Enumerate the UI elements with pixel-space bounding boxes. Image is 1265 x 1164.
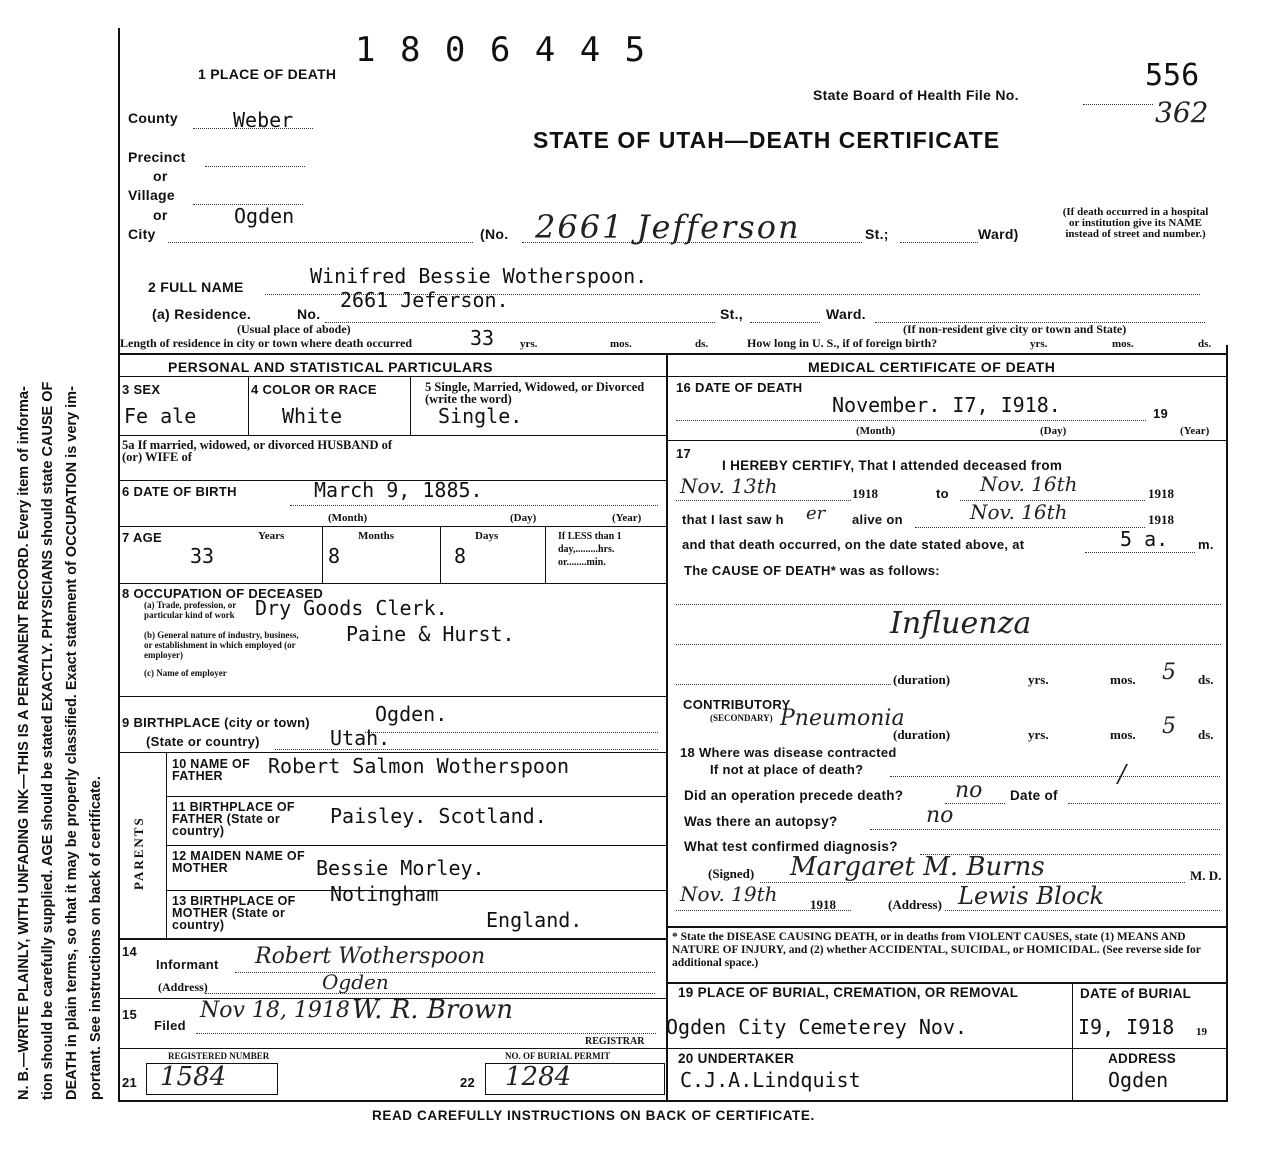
residence-ward-label: Ward.	[826, 306, 866, 322]
race-label: 4 COLOR OR RACE	[251, 382, 377, 397]
precinct-line	[205, 166, 305, 167]
physician-address-line	[945, 910, 1220, 911]
state-file-line	[1083, 104, 1153, 105]
dob-month-label: (Month)	[328, 512, 368, 524]
employer-value: Paine & Hurst.	[346, 622, 515, 646]
alive-on-line	[915, 527, 1145, 528]
state-file-top-number: 556	[1145, 58, 1200, 93]
city-value: Ogden	[234, 204, 295, 228]
mother-name-label: 12 MAIDEN NAME OF MOTHER	[172, 849, 305, 875]
death-occurred-label: and that death occurred, on the date stated above, at	[682, 537, 1025, 552]
occupation-label: 8 OCCUPATION OF DECEASED	[122, 586, 324, 601]
length-yrs-label: yrs.	[520, 338, 538, 350]
age-label: 7 AGE	[122, 530, 163, 545]
row-line-17	[666, 440, 1228, 441]
cause-line-3	[676, 684, 891, 685]
contributory-value: Pneumonia	[780, 706, 905, 731]
burial-divider	[1072, 982, 1073, 1100]
cause-mos-label: mos.	[1110, 672, 1136, 687]
disease-contracted-label-2: If not at place of death?	[710, 762, 864, 777]
or-label-1: or	[153, 168, 168, 184]
date-of-death-label: 16 DATE OF DEATH	[676, 380, 803, 395]
us-ds-label: ds.	[1198, 338, 1212, 350]
street-st-label: St.;	[865, 226, 889, 242]
operation-label: Did an operation precede death?	[684, 788, 904, 803]
age-divider-1	[322, 527, 323, 583]
alive-on-label: alive on	[852, 512, 903, 527]
dob-value: March 9, 1885.	[314, 478, 483, 502]
side-notice-line-1: N. B.—WRITE PLAINLY, WITH UNFADING INK—THIS IS A PERMANENT RECORD. Every item of informa-	[16, 386, 32, 1100]
md-label: M. D.	[1190, 868, 1222, 883]
note-top-line	[666, 926, 1228, 928]
certificate-title: STATE OF UTAH—DEATH CERTIFICATE	[533, 127, 1001, 153]
contrib-ds-label: ds.	[1198, 727, 1214, 742]
undertaker-label: 20 UNDERTAKER	[678, 1051, 795, 1066]
footer-instructions: READ CAREFULLY INSTRUCTIONS ON BACK OF CERTIFICATE.	[372, 1108, 815, 1123]
grid-heading-line	[118, 376, 1228, 377]
spouse-label: 5a If married, widowed, or divorced HUSBAND of (or) WIFE of	[122, 438, 393, 464]
disease-contracted-label: 18 Where was disease contracted	[680, 745, 897, 760]
side-notice-line-3: DEATH in plain terms, so that it may be properly classified. Exact statement of OCCUPATION is very im-	[64, 386, 80, 1100]
informant-address-line	[205, 993, 655, 994]
marital-value: Single.	[438, 404, 523, 428]
contrib-yrs-label: yrs.	[1028, 727, 1049, 742]
marital-label: 5 Single, Married, Widowed, or Divorced (write the word)	[425, 380, 645, 406]
row-line-14	[118, 938, 666, 940]
attend-year-b: 1918	[1148, 486, 1174, 501]
death-month-label: (Month)	[856, 425, 896, 437]
undertaker-address-label: ADDRESS	[1108, 1051, 1177, 1066]
dob-line	[290, 505, 658, 506]
residence-ward-line	[750, 322, 820, 323]
contrib-duration-label: (duration)	[893, 727, 951, 742]
residence-st-label: St.,	[720, 306, 743, 322]
age-months-value: 8	[328, 544, 341, 568]
signed-year: 1918	[810, 897, 836, 912]
certify-text: I HEREBY CERTIFY, That I attended deceased from	[722, 458, 1063, 473]
operation-line	[945, 803, 1005, 804]
death-time-line	[1085, 552, 1195, 553]
ward-label: Ward)	[978, 226, 1019, 242]
side-notice	[12, 0, 112, 1100]
row-line-8	[118, 583, 666, 584]
grid-top	[118, 353, 1228, 355]
parents-label: PARENTS	[131, 816, 146, 890]
street-no-label: (No.	[480, 226, 509, 242]
father-name-label: 10 NAME OF FATHER	[172, 757, 251, 783]
undertaker-value: C.J.A.Lindquist	[680, 1068, 861, 1092]
residence-value: 2661 Jeferson.	[340, 288, 509, 312]
row-line-11	[166, 796, 666, 797]
date-of-label: Date of	[1010, 788, 1058, 803]
years-label: Years	[258, 530, 285, 542]
last-saw-date: Nov. 16th	[970, 500, 1068, 524]
last-saw-year: 1918	[1148, 512, 1174, 527]
burial-place-value: Ogden City Cemeterey Nov.	[666, 1015, 968, 1039]
city-line	[168, 242, 473, 243]
birthplace-state-value: Utah.	[330, 726, 391, 750]
or-label-2: or	[153, 207, 168, 223]
county-value: Weber	[233, 108, 294, 132]
physician-signature: Margaret M. Burns	[790, 852, 1045, 882]
last-saw-label: that I last saw h	[682, 512, 784, 527]
county-label: County	[128, 110, 179, 126]
death-time-value: 5 a.	[1120, 527, 1169, 551]
death-year-label: (Year)	[1180, 425, 1210, 437]
row-line-10	[118, 752, 666, 753]
test-label: What test confirmed diagnosis?	[684, 839, 898, 854]
cause-value: Influenza	[890, 606, 1032, 641]
occupation-value: Dry Goods Clerk.	[255, 596, 448, 620]
less-than-day-label: If LESS than 1 day,.........hrs. or........min.	[558, 531, 622, 568]
attend-year-a: 1918	[852, 486, 878, 501]
us-yrs-label: yrs.	[1030, 338, 1048, 350]
burial-place-label: 19 PLACE OF BURIAL, CREMATION, OR REMOVAL	[678, 985, 1019, 1000]
informant-number: 14	[122, 944, 138, 959]
state-country-label: (State or country)	[146, 734, 260, 749]
certify-number: 17	[676, 446, 692, 461]
occupation-b-label: (b) General nature of industry, business, or establishment in which employed (or employer)	[144, 630, 299, 660]
contrib-duration-days: 5	[1162, 714, 1176, 739]
row-line-9	[118, 696, 666, 697]
race-value: White	[282, 404, 343, 428]
filed-label: Filed	[154, 1018, 186, 1033]
autopsy-line	[870, 829, 1220, 830]
cause-line-1	[676, 604, 1221, 605]
days-label: Days	[475, 530, 499, 542]
place-of-death-label: 1 PLACE OF DEATH	[198, 66, 337, 82]
signed-date-value: Nov. 19th	[680, 882, 778, 906]
burial-date-suffix: 19	[1196, 1026, 1207, 1038]
serial-number: 1 8 0 6 4 4 5	[355, 30, 648, 70]
signed-label: (Signed)	[708, 866, 755, 881]
cause-yrs-label: yrs.	[1028, 672, 1049, 687]
disease-contracted-mark: /	[1118, 760, 1127, 788]
filed-line	[196, 1033, 656, 1034]
cause-line-2	[676, 644, 1221, 645]
hospital-note: (If death occurred in a hospital or institution give its NAME instead of street and number.)	[1062, 206, 1209, 240]
us-mos-label: mos.	[1112, 338, 1134, 350]
state-file-label: State Board of Health File No.	[813, 87, 1019, 103]
full-name-label: 2 FULL NAME	[148, 279, 244, 295]
burial-date-value: I9, I918	[1078, 1015, 1175, 1039]
row-line-5a	[118, 435, 666, 436]
grid-middle	[666, 353, 668, 1100]
autopsy-value: no	[926, 803, 954, 828]
length-years: 33	[470, 326, 495, 350]
father-birthplace-value: Paisley. Scotland.	[330, 804, 547, 828]
residence-no-label: No.	[297, 306, 321, 322]
village-label: Village	[128, 187, 175, 203]
secondary-label: (SECONDARY)	[710, 713, 773, 723]
undertaker-top-line	[666, 1048, 1228, 1049]
registrar-signature: W. R. Brown	[352, 995, 514, 1025]
row-line-12	[166, 845, 666, 846]
mother-name-value: Bessie Morley.	[316, 856, 485, 880]
informant-label: Informant	[156, 957, 219, 972]
registered-number-label: REGISTERED NUMBER	[168, 1051, 270, 1061]
length-ds-label: ds.	[695, 338, 709, 350]
last-saw-her: er	[806, 503, 826, 524]
disease-contracted-line	[890, 776, 1220, 777]
length-mos-label: mos.	[610, 338, 632, 350]
cause-instructions-note: * State the DISEASE CAUSING DEATH, or in deaths from VIOLENT CAUSES, state (1) MEANS AND NATURE OF INJURY, and (2) whether ACCIDENTAL, SUICIDAL, or HOMICIDAL. (See reverse side for additional space.)	[672, 931, 1201, 969]
birthplace-city-value: Ogden.	[375, 702, 448, 726]
burial-permit-label: NO. OF BURIAL PERMIT	[505, 1051, 611, 1061]
date-of-death-19: 19	[1153, 406, 1169, 421]
personal-heading: PERSONAL AND STATISTICAL PARTICULARS	[168, 359, 493, 375]
attend-from-value: Nov. 13th	[680, 474, 778, 498]
side-notice-line-4: portant. See instructions on back of certificate.	[88, 776, 104, 1100]
date-of-death-line	[676, 420, 1146, 421]
ward-line	[900, 242, 978, 243]
burial-date-label: DATE of BURIAL	[1080, 986, 1192, 1001]
mother-birthplace-value-1: Notingham	[330, 882, 439, 906]
filed-date: Nov 18, 1918	[200, 998, 350, 1023]
cause-ds-label: ds.	[1198, 672, 1214, 687]
burial-top-line	[666, 982, 1228, 984]
mother-birthplace-value-2: England.	[486, 908, 583, 932]
cause-duration-days: 5	[1162, 660, 1176, 685]
state-file-number: 362	[1155, 96, 1209, 129]
birthplace-label: 9 BIRTHPLACE (city or town)	[122, 715, 310, 730]
physician-address-value: Lewis Block	[958, 882, 1105, 910]
residence-line	[325, 322, 715, 323]
sex-race-divider	[248, 377, 249, 435]
attend-to-value: Nov. 16th	[980, 472, 1078, 496]
death-day-label: (Day)	[1040, 425, 1067, 437]
precinct-label: Precinct	[128, 149, 186, 165]
cause-duration-label: (duration)	[893, 672, 951, 687]
age-days-value: 8	[454, 544, 467, 568]
registered-number-value: 1584	[160, 1062, 227, 1092]
physician-address-label: (Address)	[888, 897, 942, 912]
date-of-line	[1068, 803, 1220, 804]
m-label: m.	[1198, 537, 1214, 552]
side-notice-line-2: tion should be carefully supplied. AGE should be stated EXACTLY. PHYSICIANS should state CAUSE OF	[40, 381, 56, 1100]
informant-signature: Robert Wotherspoon	[255, 944, 486, 969]
burial-permit-prefix: 22	[460, 1075, 476, 1090]
usual-abode-note: (Usual place of abode)	[237, 322, 351, 336]
date-of-death-value: November. I7, I918.	[832, 393, 1061, 417]
race-marital-divider	[410, 377, 411, 435]
frame-bottom	[118, 1100, 1228, 1102]
filed-number: 15	[122, 1007, 138, 1022]
undertaker-address-value: Ogden	[1108, 1068, 1169, 1092]
city-label: City	[128, 226, 156, 242]
medical-heading: MEDICAL CERTIFICATE OF DEATH	[808, 359, 1056, 375]
contrib-mos-label: mos.	[1110, 727, 1136, 742]
dob-label: 6 DATE OF BIRTH	[122, 484, 237, 499]
row-line-7	[118, 526, 666, 527]
mother-birthplace-label: 13 BIRTHPLACE OF MOTHER (State or country)	[172, 894, 296, 932]
dob-year-label: (Year)	[612, 512, 642, 524]
how-long-us-label: How long in U. S., if of foreign birth?	[747, 336, 938, 350]
father-name-value: Robert Salmon Wotherspoon	[268, 754, 570, 778]
registered-number-prefix: 21	[122, 1075, 138, 1090]
non-resident-note: (If non-resident give city or town and State)	[903, 322, 1127, 336]
father-birthplace-label: 11 BIRTHPLACE OF FATHER (State or country)	[172, 800, 295, 838]
informant-address: Ogden	[322, 970, 389, 994]
months-label: Months	[358, 530, 395, 542]
operation-value: no	[955, 778, 983, 803]
informant-address-label: (Address)	[158, 980, 208, 994]
occupation-c-label: (c) Name of employer	[144, 668, 227, 678]
informant-line	[235, 972, 655, 973]
registrar-label: REGISTRAR	[585, 1036, 645, 1047]
length-of-residence-label: Length of residence in city or town where death occurred	[120, 336, 413, 350]
age-divider-2	[440, 527, 441, 583]
attend-from-line	[676, 500, 851, 501]
contributory-label: CONTRIBUTORY	[683, 697, 791, 712]
sex-label: 3 SEX	[122, 382, 161, 397]
cause-label: The CAUSE OF DEATH* was as follows:	[684, 563, 940, 578]
autopsy-label: Was there an autopsy?	[684, 814, 838, 829]
burial-permit-value: 1284	[505, 1062, 572, 1092]
street-value: 2661 Jefferson	[535, 208, 801, 246]
frame-right	[1226, 345, 1228, 1102]
age-divider-3	[545, 527, 546, 583]
birthplace-line	[365, 732, 658, 733]
sex-value: Fe ale	[124, 404, 197, 428]
attend-to-label: to	[936, 486, 949, 501]
full-name-value: Winifred Bessie Wotherspoon.	[310, 264, 648, 288]
age-years-value: 33	[190, 544, 215, 568]
residence-label: (a) Residence.	[152, 306, 252, 322]
dob-day-label: (Day)	[510, 512, 537, 524]
occupation-a-label: (a) Trade, profession, or particular kind of work	[144, 600, 237, 620]
